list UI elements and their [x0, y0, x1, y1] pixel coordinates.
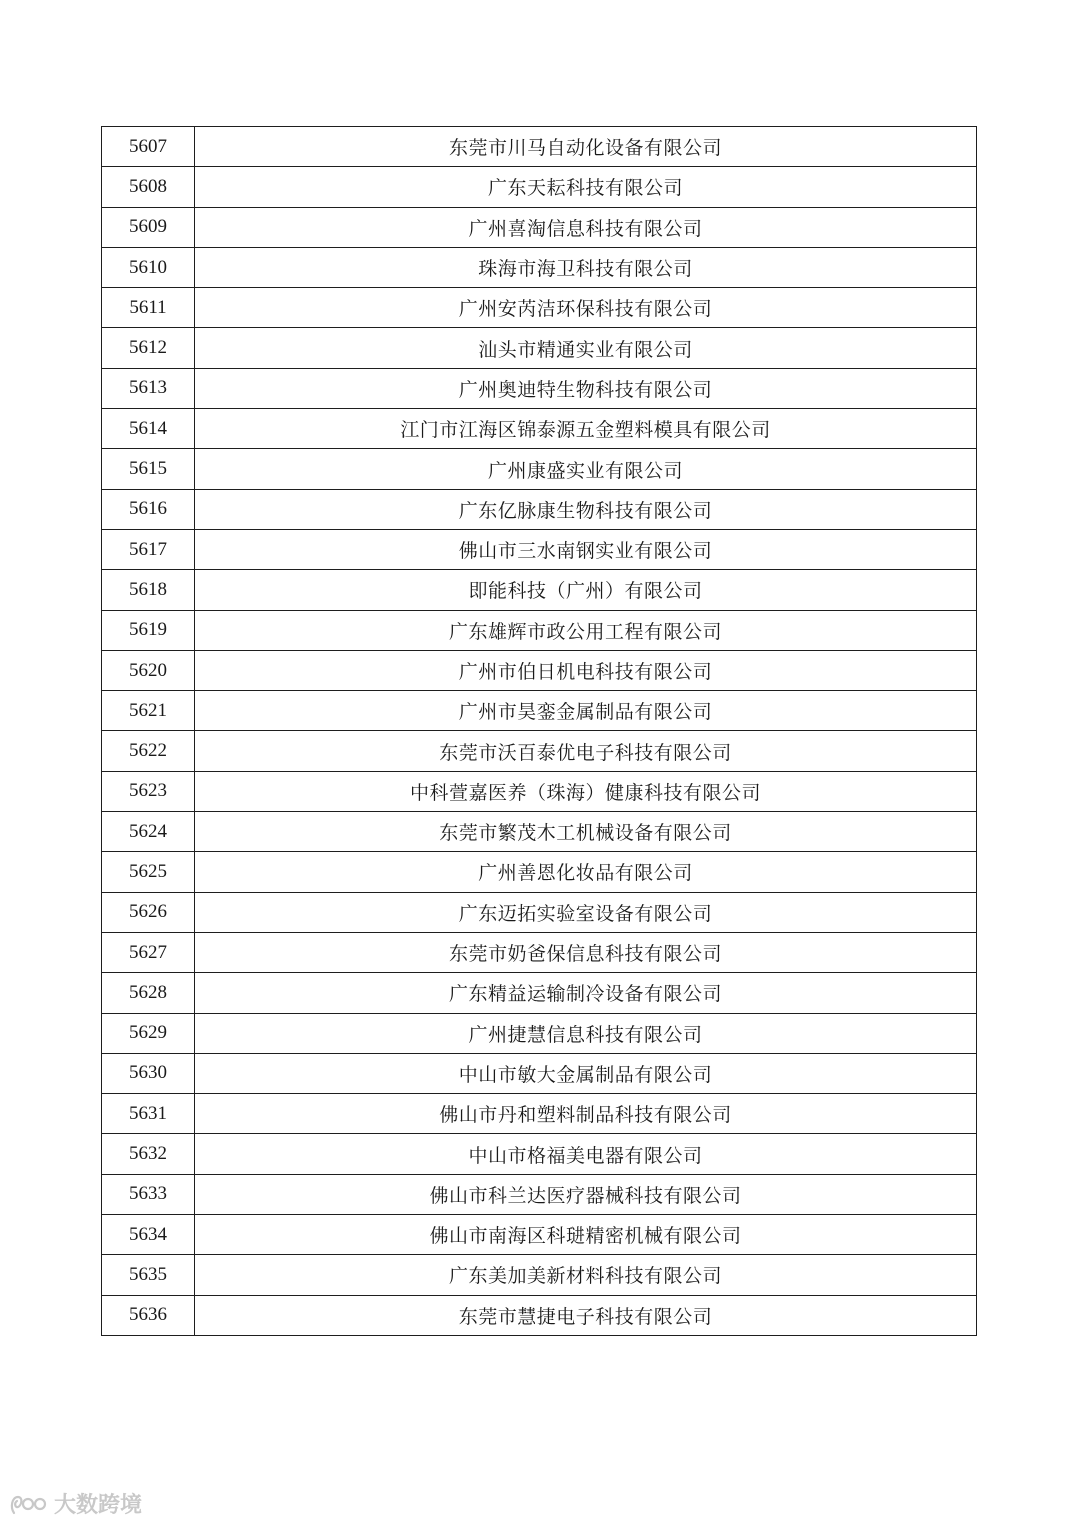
table-row: [102, 812, 977, 852]
table-row: [102, 368, 977, 408]
table-row: [102, 650, 977, 690]
table-row: [102, 1295, 977, 1335]
company-table-body: [102, 127, 977, 1336]
table-row: [102, 1013, 977, 1053]
table-row: [102, 167, 977, 207]
company-name: 江门市江海区锦泰源五金塑料模具有限公司: [195, 409, 977, 449]
company-name: 广东天耘科技有限公司: [195, 167, 977, 207]
row-number: 5613: [102, 368, 195, 408]
watermark-text: 大数跨境: [54, 1493, 143, 1518]
company-name: 广东雄辉市政公用工程有限公司: [195, 610, 977, 650]
company-name: 广东亿脉康生物科技有限公司: [195, 489, 977, 529]
company-name: 中科萱嘉医养（珠海）健康科技有限公司: [195, 771, 977, 811]
company-name: 佛山市三水南钢实业有限公司: [195, 529, 977, 569]
row-number: 5621: [102, 691, 195, 731]
company-name: 广州康盛实业有限公司: [195, 449, 977, 489]
row-number: 5633: [102, 1174, 195, 1214]
company-name: 佛山市南海区科琎精密机械有限公司: [195, 1215, 977, 1255]
company-name: 广东美加美新材料科技有限公司: [195, 1255, 977, 1295]
company-name: 广州市伯日机电科技有限公司: [195, 650, 977, 690]
company-name: 佛山市丹和塑料制品科技有限公司: [195, 1094, 977, 1134]
row-number: 5614: [102, 409, 195, 449]
company-name: 广东迈拓实验室设备有限公司: [195, 892, 977, 932]
row-number: 5625: [102, 852, 195, 892]
row-number: 5616: [102, 489, 195, 529]
table-row: [102, 892, 977, 932]
table-row: [102, 610, 977, 650]
company-name: 广州奥迪特生物科技有限公司: [195, 368, 977, 408]
company-name: 珠海市海卫科技有限公司: [195, 247, 977, 287]
row-number: 5607: [102, 127, 195, 167]
table-row: [102, 1094, 977, 1134]
table-row: [102, 247, 977, 287]
table-row: [102, 449, 977, 489]
row-number: 5629: [102, 1013, 195, 1053]
table-row: [102, 771, 977, 811]
row-number: 5622: [102, 731, 195, 771]
company-table: [101, 126, 977, 1336]
table-row: [102, 1215, 977, 1255]
row-number: 5619: [102, 610, 195, 650]
company-name: 东莞市慧捷电子科技有限公司: [195, 1295, 977, 1335]
table-row: [102, 207, 977, 247]
table-row: [102, 288, 977, 328]
row-number: 5612: [102, 328, 195, 368]
row-number: 5620: [102, 650, 195, 690]
company-name: 广州市昊銮金属制品有限公司: [195, 691, 977, 731]
company-name: 即能科技（广州）有限公司: [195, 570, 977, 610]
table-row: [102, 529, 977, 569]
company-name: 东莞市沃百泰优电子科技有限公司: [195, 731, 977, 771]
table-row: [102, 731, 977, 771]
row-number: 5636: [102, 1295, 195, 1335]
watermark: [8, 1488, 142, 1519]
company-name: 佛山市科兰达医疗器械科技有限公司: [195, 1174, 977, 1214]
company-name: 广东精益运输制冷设备有限公司: [195, 973, 977, 1013]
table-row: [102, 932, 977, 972]
company-name: 东莞市繁茂木工机械设备有限公司: [195, 812, 977, 852]
row-number: 5609: [102, 207, 195, 247]
row-number: 5624: [102, 812, 195, 852]
table-row: [102, 570, 977, 610]
table-row: [102, 852, 977, 892]
company-name: 中山市格福美电器有限公司: [195, 1134, 977, 1174]
table-row: [102, 1053, 977, 1093]
table-row: [102, 409, 977, 449]
row-number: 5617: [102, 529, 195, 569]
table-row: [102, 1134, 977, 1174]
table-row: [102, 1174, 977, 1214]
row-number: 5634: [102, 1215, 195, 1255]
loop-logo-icon: [8, 1489, 48, 1519]
table-row: [102, 973, 977, 1013]
row-number: 5628: [102, 973, 195, 1013]
company-name: 东莞市川马自动化设备有限公司: [195, 127, 977, 167]
row-number: 5623: [102, 771, 195, 811]
table-row: [102, 1255, 977, 1295]
row-number: 5630: [102, 1053, 195, 1093]
row-number: 5635: [102, 1255, 195, 1295]
row-number: 5618: [102, 570, 195, 610]
company-name: 中山市敏大金属制品有限公司: [195, 1053, 977, 1093]
row-number: 5632: [102, 1134, 195, 1174]
company-name: 广州善恩化妆品有限公司: [195, 852, 977, 892]
row-number: 5610: [102, 247, 195, 287]
row-number: 5611: [102, 288, 195, 328]
row-number: 5627: [102, 932, 195, 972]
company-name: 汕头市精通实业有限公司: [195, 328, 977, 368]
row-number: 5631: [102, 1094, 195, 1134]
row-number: 5608: [102, 167, 195, 207]
row-number: 5615: [102, 449, 195, 489]
row-number: 5626: [102, 892, 195, 932]
table-row: [102, 328, 977, 368]
table-row: [102, 127, 977, 167]
company-name: 广州安芮洁环保科技有限公司: [195, 288, 977, 328]
company-name: 东莞市奶爸保信息科技有限公司: [195, 932, 977, 972]
company-name: 广州捷慧信息科技有限公司: [195, 1013, 977, 1053]
table-row: [102, 489, 977, 529]
table-row: [102, 691, 977, 731]
company-name: 广州喜淘信息科技有限公司: [195, 207, 977, 247]
